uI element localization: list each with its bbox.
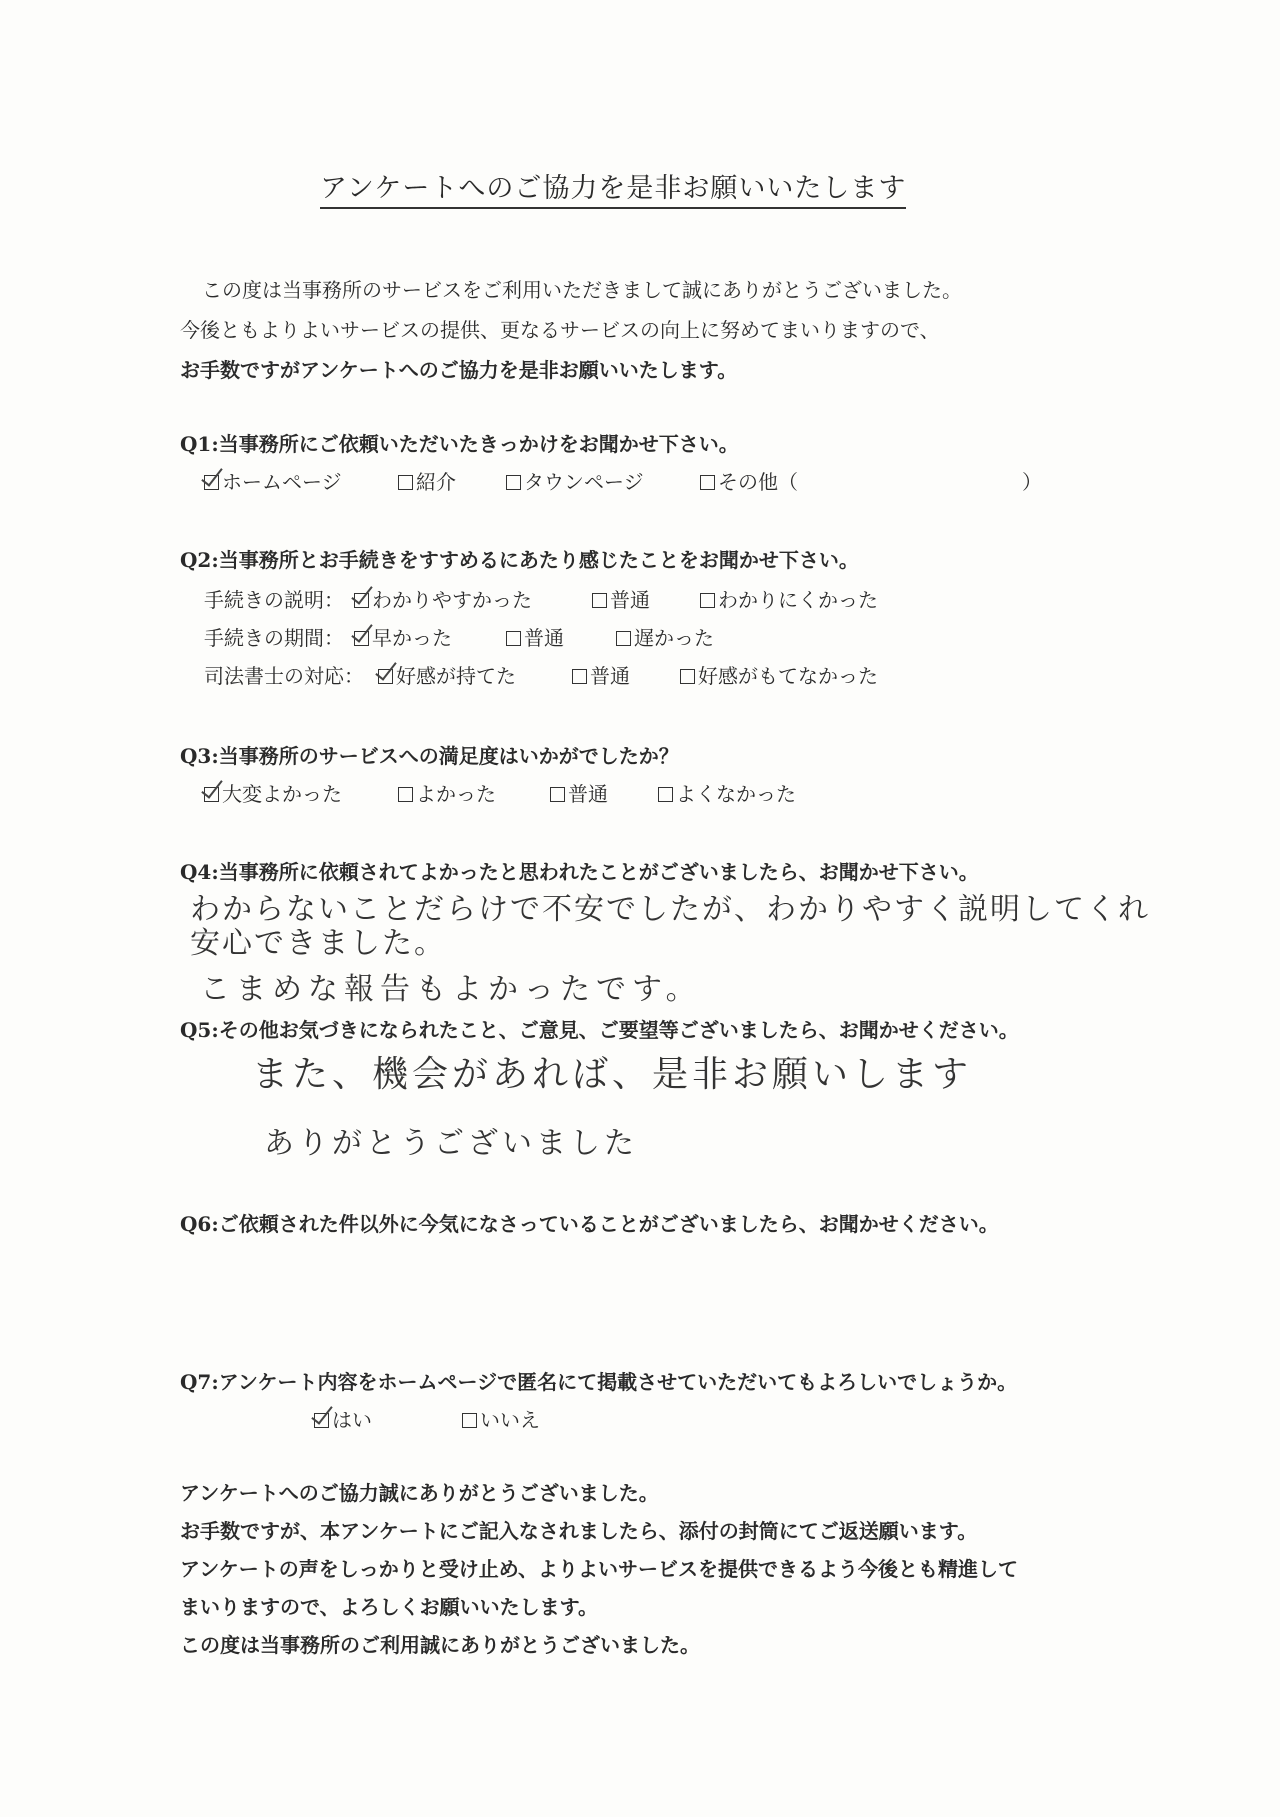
q2-option[interactable]: 早かった xyxy=(354,622,452,651)
closing-text xyxy=(180,1474,1018,1664)
checkbox-icon[interactable] xyxy=(700,593,715,608)
q2-option[interactable]: わかりにくかった xyxy=(700,584,878,613)
closing-line: お手数ですが、本アンケートにご記入なされましたら、添付の封筒にてご返送願います。 xyxy=(180,1519,978,1543)
checkbox-checked-icon[interactable] xyxy=(378,669,393,684)
q4-answer-line: 安心できました。 xyxy=(190,926,446,961)
q4-question: Q4:当事務所に依頼されてよかったと思われたことがございましたら、お聞かせ下さい。 xyxy=(180,860,979,884)
q3-option[interactable]: よくなかった xyxy=(658,778,796,807)
q2-option[interactable]: 普通 xyxy=(572,660,630,689)
intro-text xyxy=(180,270,962,390)
q2-option[interactable]: 普通 xyxy=(592,584,650,613)
checkbox-checked-icon[interactable] xyxy=(354,593,369,608)
page-title: アンケートへのご協力を是非お願いいたします xyxy=(320,166,906,209)
checkbox-icon[interactable] xyxy=(700,475,715,490)
checkbox-icon[interactable] xyxy=(550,787,565,802)
q5-answer-line: ありがとうございました xyxy=(264,1126,638,1161)
closing-line: まいりますので、よろしくお願いいたします。 xyxy=(180,1595,598,1619)
checkbox-icon[interactable] xyxy=(616,631,631,646)
checkbox-icon[interactable] xyxy=(462,1413,477,1428)
q3-option[interactable]: 大変よかった xyxy=(204,778,342,807)
checkbox-checked-icon[interactable] xyxy=(354,631,369,646)
q2-option[interactable]: 遅かった xyxy=(616,622,714,651)
checkbox-icon[interactable] xyxy=(572,669,587,684)
intro-line: 今後ともよりよいサービスの提供、更なるサービスの向上に努めてまいりますので、 xyxy=(180,318,940,342)
q1-other-close-paren: ） xyxy=(1022,470,1042,494)
q2-option[interactable]: 好感が持てた xyxy=(378,660,516,689)
checkbox-icon[interactable] xyxy=(592,593,607,608)
q5-question: Q5:その他お気づきになられたこと、ご意見、ご要望等ございましたら、お聞かせください。 xyxy=(180,1018,1019,1042)
q7-option-no[interactable]: いいえ xyxy=(462,1404,540,1433)
checkbox-icon[interactable] xyxy=(506,475,521,490)
checkbox-icon[interactable] xyxy=(680,669,695,684)
q2-option[interactable]: わかりやすかった xyxy=(354,584,532,613)
checkbox-checked-icon[interactable] xyxy=(314,1413,329,1428)
q2-row-label: 手続きの期間： xyxy=(204,626,344,650)
q1-question: Q1:当事務所にご依頼いただいたきっかけをお聞かせ下さい。 xyxy=(180,432,739,456)
q2-option[interactable]: 好感がもてなかった xyxy=(680,660,878,689)
q1-option-townpage[interactable]: タウンページ xyxy=(506,466,644,495)
q2-row-label: 司法書士の対応： xyxy=(204,664,364,688)
q2-row-label: 手続きの説明： xyxy=(204,588,344,612)
q1-option-referral[interactable]: 紹介 xyxy=(398,466,456,495)
checkbox-checked-icon[interactable] xyxy=(204,475,219,490)
q4-answer-line: わからないことだらけで不安でしたが、わかりやすく説明してくれ xyxy=(190,892,1150,927)
closing-line: アンケートへのご協力誠にありがとうございました。 xyxy=(180,1481,659,1505)
q3-option[interactable]: 普通 xyxy=(550,778,608,807)
intro-line: この度は当事務所のサービスをご利用いただきまして誠にありがとうございました。 xyxy=(202,278,962,302)
checkbox-icon[interactable] xyxy=(398,475,413,490)
q1-option-other[interactable]: その他（ xyxy=(700,466,798,495)
checkbox-icon[interactable] xyxy=(398,787,413,802)
checkbox-checked-icon[interactable] xyxy=(204,787,219,802)
q7-option-yes[interactable]: はい xyxy=(314,1404,372,1433)
closing-line: この度は当事務所のご利用誠にありがとうございました。 xyxy=(180,1633,700,1657)
q7-question: Q7:アンケート内容をホームページで匿名にて掲載させていただいてもよろしいでしょうか。 xyxy=(180,1370,1018,1394)
intro-line: お手数ですがアンケートへのご協力を是非お願いいたします。 xyxy=(180,358,738,382)
closing-line: アンケートの声をしっかりと受け止め、よりよいサービスを提供できるよう今後とも精進して xyxy=(180,1557,1018,1581)
q2-question: Q2:当事務所とお手続きをすすめるにあたり感じたことをお聞かせ下さい。 xyxy=(180,548,859,572)
q5-answer-line: また、機会があれば、是非お願いします xyxy=(252,1054,973,1095)
q4-answer-line: こまめな報告もよかったです。 xyxy=(200,972,702,1007)
q3-question: Q3:当事務所のサービスへの満足度はいかがでしたか？ xyxy=(180,744,679,768)
q2-option[interactable]: 普通 xyxy=(506,622,564,651)
q1-option-homepage[interactable]: ホームページ xyxy=(204,466,342,495)
checkbox-icon[interactable] xyxy=(658,787,673,802)
q3-option[interactable]: よかった xyxy=(398,778,496,807)
checkbox-icon[interactable] xyxy=(506,631,521,646)
q6-question: Q6:ご依頼された件以外に今気になさっていることがございましたら、お聞かせください。 xyxy=(180,1212,999,1236)
